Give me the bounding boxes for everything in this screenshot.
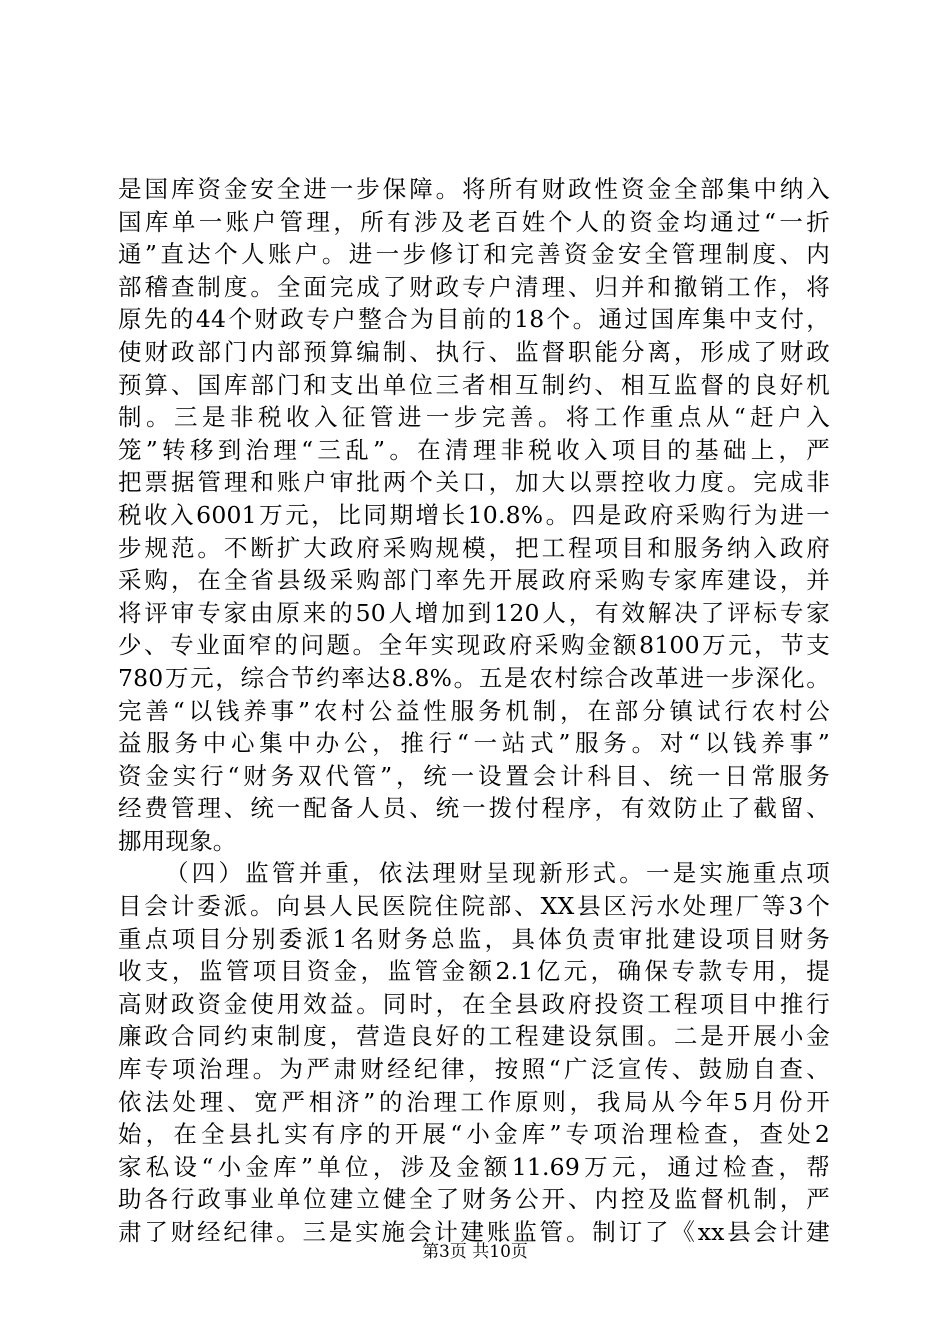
section-heading-line: （四）监管并重，依法理财呈现新形式。一是实施重点项 (165, 859, 830, 888)
text-line: 预算、国库部门和支出单位三者相互制约、相互监督的良好机 (118, 370, 830, 399)
text-line: 部稽查制度。全面完成了财政专户清理、归并和撤销工作，将 (118, 272, 830, 301)
text-line: 助各行政事业单位建立健全了财务公开、内控及监督机制，严 (118, 1185, 830, 1214)
text-line: 采购，在全省县级采购部门率先开展政府采购专家库建设，并 (118, 566, 830, 595)
text-line: 经费管理、统一配备人员、统一拨付程序，有效防止了截留、 (118, 794, 830, 823)
text-line: 益服务中心集中办公，推行“一站式”服务。对“以钱养事” (118, 729, 830, 758)
text-line: 税收入6001万元，比同期增长10.8%。四是政府采购行为进一 (118, 500, 830, 529)
text-line: 家私设“小金库”单位，涉及金额11.69万元，通过检查，帮 (118, 1152, 830, 1181)
text-line: 肃了财经纪律。三是实施会计建账监管。制订了《xx县会计建 (118, 1218, 830, 1246)
text-line: 笼”转移到治理“三乱”。在清理非税收入项目的基础上，严 (118, 435, 830, 464)
text-line: 通”直达个人账户。进一步修订和完善资金安全管理制度、内 (118, 240, 830, 269)
text-line: 780万元，综合节约率达8.8%。五是农村综合改革进一步深化。 (118, 663, 830, 692)
text-line: 库专项治理。为严肃财经纪律，按照“广泛宣传、鼓励自查、 (118, 1055, 830, 1084)
text-line: 使财政部门内部预算编制、执行、监督职能分离，形成了财政 (118, 337, 830, 366)
text-line: 目会计委派。向县人民医院住院部、XX县区污水处理厂等3个 (118, 892, 830, 921)
paragraph-end-line: 挪用现象。 (118, 826, 237, 855)
text-line: 廉政合同约束制度，营造良好的工程建设氛围。二是开展小金 (118, 1022, 830, 1051)
text-line: 把票据管理和账户审批两个关口，加大以票控收力度。完成非 (118, 468, 830, 497)
text-line: 依法处理、宽严相济”的治理工作原则，我局从今年5月份开 (118, 1087, 830, 1116)
text-line: 高财政资金使用效益。同时，在全县政府投资工程项目中推行 (118, 989, 830, 1018)
text-line: 原先的44个财政专户整合为目前的18个。通过国库集中支付， (118, 305, 830, 334)
text-line: 国库单一账户管理，所有涉及老百姓个人的资金均通过“一折 (118, 207, 830, 236)
text-line: 资金实行“财务双代管”，统一设置会计科目、统一日常服务 (118, 761, 830, 790)
text-line: 是国库资金安全进一步保障。将所有财政性资金全部集中纳入 (118, 175, 830, 203)
text-line: 始，在全县扎实有序的开展“小金库”专项治理检查，查处2 (118, 1120, 830, 1149)
text-line: 收支，监管项目资金，监管金额2.1亿元，确保专款专用，提 (118, 957, 830, 986)
body-text (118, 173, 830, 1249)
text-line: 重点项目分别委派1名财务总监，具体负责审批建设项目财务 (118, 924, 830, 953)
text-line: 制。三是非税收入征管进一步完善。将工作重点从“赶户入 (118, 403, 830, 432)
text-line: 将评审专家由原来的50人增加到120人，有效解决了评标专家 (118, 598, 830, 627)
text-line: 完善“以钱养事”农村公益性服务机制，在部分镇试行农村公 (118, 696, 830, 725)
text-line: 少、专业面窄的问题。全年实现政府采购金额8100万元，节支 (118, 631, 830, 660)
text-line: 步规范。不断扩大政府采购规模，把工程项目和服务纳入政府 (118, 533, 830, 562)
page-number-footer: 第3页 共10页 (422, 1242, 528, 1262)
